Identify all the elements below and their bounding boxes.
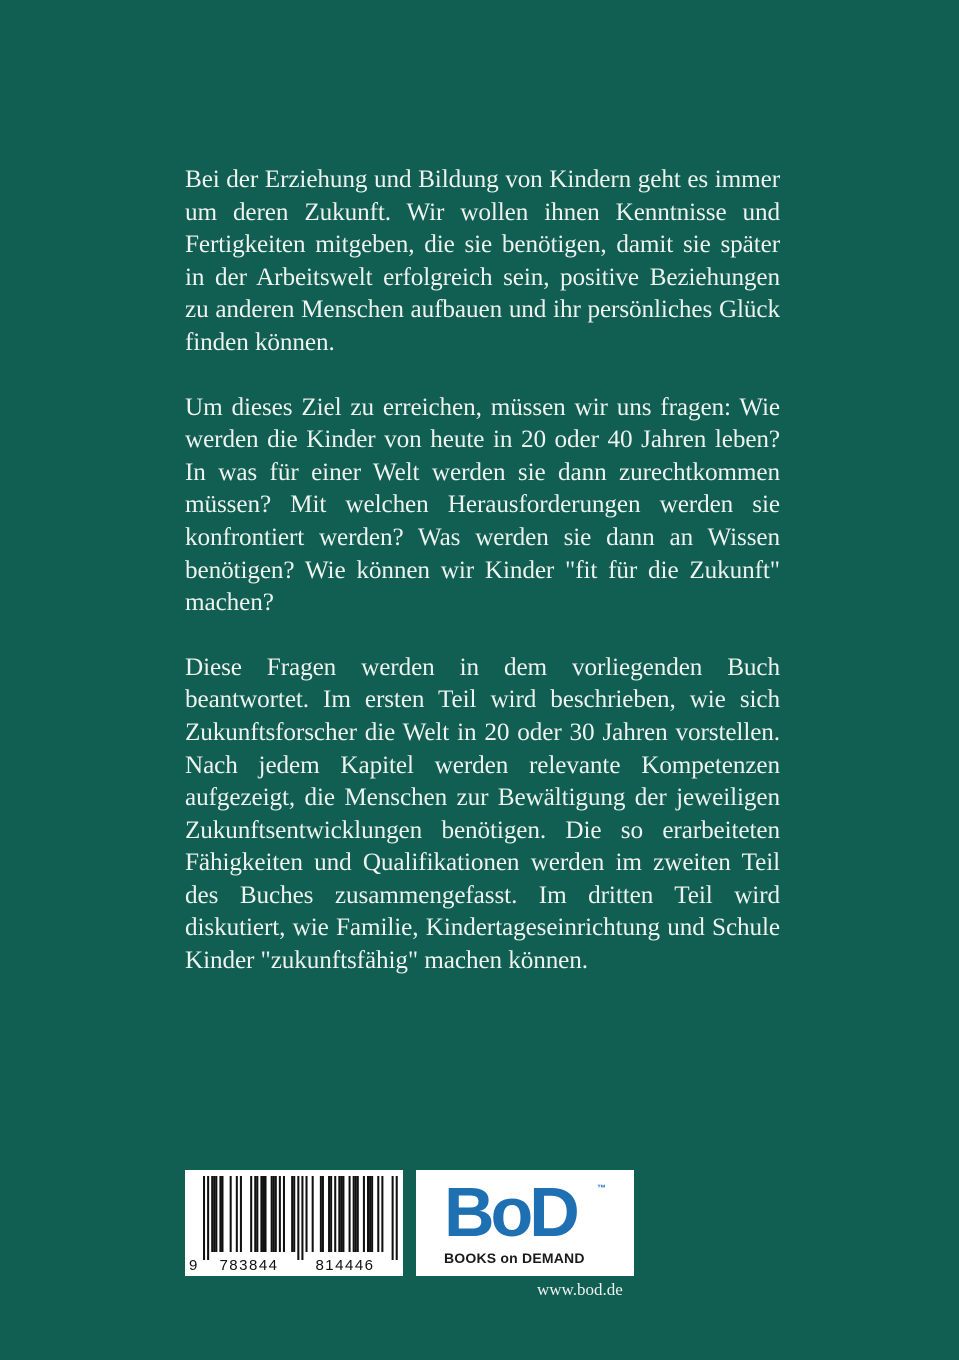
barcode-bar (396, 1176, 398, 1260)
barcode-bar (211, 1176, 213, 1252)
barcode-bar (355, 1176, 357, 1252)
barcode-bar (219, 1176, 221, 1252)
barcode-bar (334, 1176, 336, 1252)
barcode-bar (283, 1176, 285, 1252)
barcode-bar (262, 1176, 264, 1252)
barcode-bar (203, 1176, 205, 1260)
barcode-bar (371, 1176, 373, 1252)
barcode-bar (363, 1176, 365, 1252)
isbn-barcode (185, 1170, 403, 1276)
barcode-bar (254, 1176, 256, 1252)
barcode-bar (312, 1176, 314, 1252)
barcode-bar (353, 1176, 355, 1252)
barcode-left-group: 783844 (219, 1257, 279, 1274)
barcode-bar (291, 1176, 293, 1252)
barcode-bar (256, 1176, 258, 1252)
barcode-bar (207, 1176, 209, 1260)
barcode-bar (279, 1176, 281, 1252)
barcode-bar (221, 1176, 223, 1252)
barcode-bar (320, 1176, 322, 1252)
publisher-url: www.bod.de (537, 1280, 623, 1299)
barcode-bar (381, 1176, 383, 1252)
barcode-bar (250, 1176, 252, 1252)
blurb-paragraph-2: Um dieses Ziel zu erreichen, müssen wir uns fragen: Wie werden die Kinder von heute in 20 oder 40 Jahren leben? In was für einer Welt werden sie dann zurechtkommen müssen? Mit welchen Herausforderungen werden sie konfrontiert werden? Was werden sie dann an Wissen benötigen? Wie können wir Kinder "fit für die Zukunft" machen? (185, 393, 780, 617)
barcode-bar (240, 1176, 242, 1252)
barcode-bar (357, 1176, 359, 1252)
barcode-bar (306, 1176, 308, 1252)
barcode-bar (260, 1176, 262, 1252)
barcode-bar (330, 1176, 332, 1252)
blurb-paragraph-1: Bei der Erziehung und Bildung von Kindern geht es immer um deren Zukunft. Wir wollen ihnen Kenntnisse und Fertigkeiten mitgeben, die sie benötigen, damit sie später in der Arbeitswelt erfolgreich sein, positive Beziehungen zu anderen Menschen aufbauen und ihr persönliches Glück finden können. (185, 166, 780, 356)
barcode-bar (230, 1176, 232, 1252)
barcode-bar (328, 1176, 330, 1252)
bod-logo: BoD (444, 1173, 576, 1251)
barcode-bar (377, 1176, 379, 1252)
barcode-bar (236, 1176, 238, 1252)
barcode-bar (275, 1176, 277, 1252)
publisher-logo-box (416, 1170, 634, 1276)
barcode-first-digit: 9 (189, 1257, 198, 1274)
barcode-bar (293, 1176, 295, 1252)
barcode-bar (265, 1176, 267, 1252)
barcode-bar (349, 1176, 351, 1252)
barcode-bar (297, 1176, 299, 1260)
barcode-bar (342, 1176, 344, 1252)
barcode-bar (338, 1176, 340, 1252)
barcode-bar (340, 1176, 342, 1252)
back-cover-blurb (185, 164, 780, 1010)
barcode-bar (392, 1176, 394, 1260)
blurb-paragraph-3: Diese Fragen werden in dem vorliegenden Buch beantwortet. Im ersten Teil wird beschrieben, wie sich Zukunftsforscher die Welt in 20 oder 30 Jahren vorstellen. Nach jedem Kapitel werden relevante Kompetenzen aufgezeigt, die Menschen zur Bewältigung der jeweiligen Zukunftsentwicklungen benötigen. Die so erarbeiteten Fähigkeiten und Qualifikationen werden im zweiten Teil des Buches zusammengefasst. Im dritten Teil wird diskutiert, wie Familie, Kindertageseinrichtung und Schule Kinder "zukunftsfähig" machen können. (185, 653, 780, 975)
barcode-graphic (185, 1170, 403, 1276)
barcode-bar (215, 1176, 217, 1252)
barcode-bar (369, 1176, 371, 1252)
bod-tagline: BOOKS on DEMAND (444, 1250, 585, 1266)
barcode-bar (271, 1176, 273, 1252)
barcode-bar (301, 1176, 303, 1260)
barcode-bar (322, 1176, 324, 1252)
bod-trademark: ™ (597, 1183, 606, 1193)
barcode-bar (273, 1176, 275, 1252)
barcode-bar (367, 1176, 369, 1252)
barcode-bar (213, 1176, 215, 1252)
barcode-right-group: 814446 (315, 1257, 375, 1274)
